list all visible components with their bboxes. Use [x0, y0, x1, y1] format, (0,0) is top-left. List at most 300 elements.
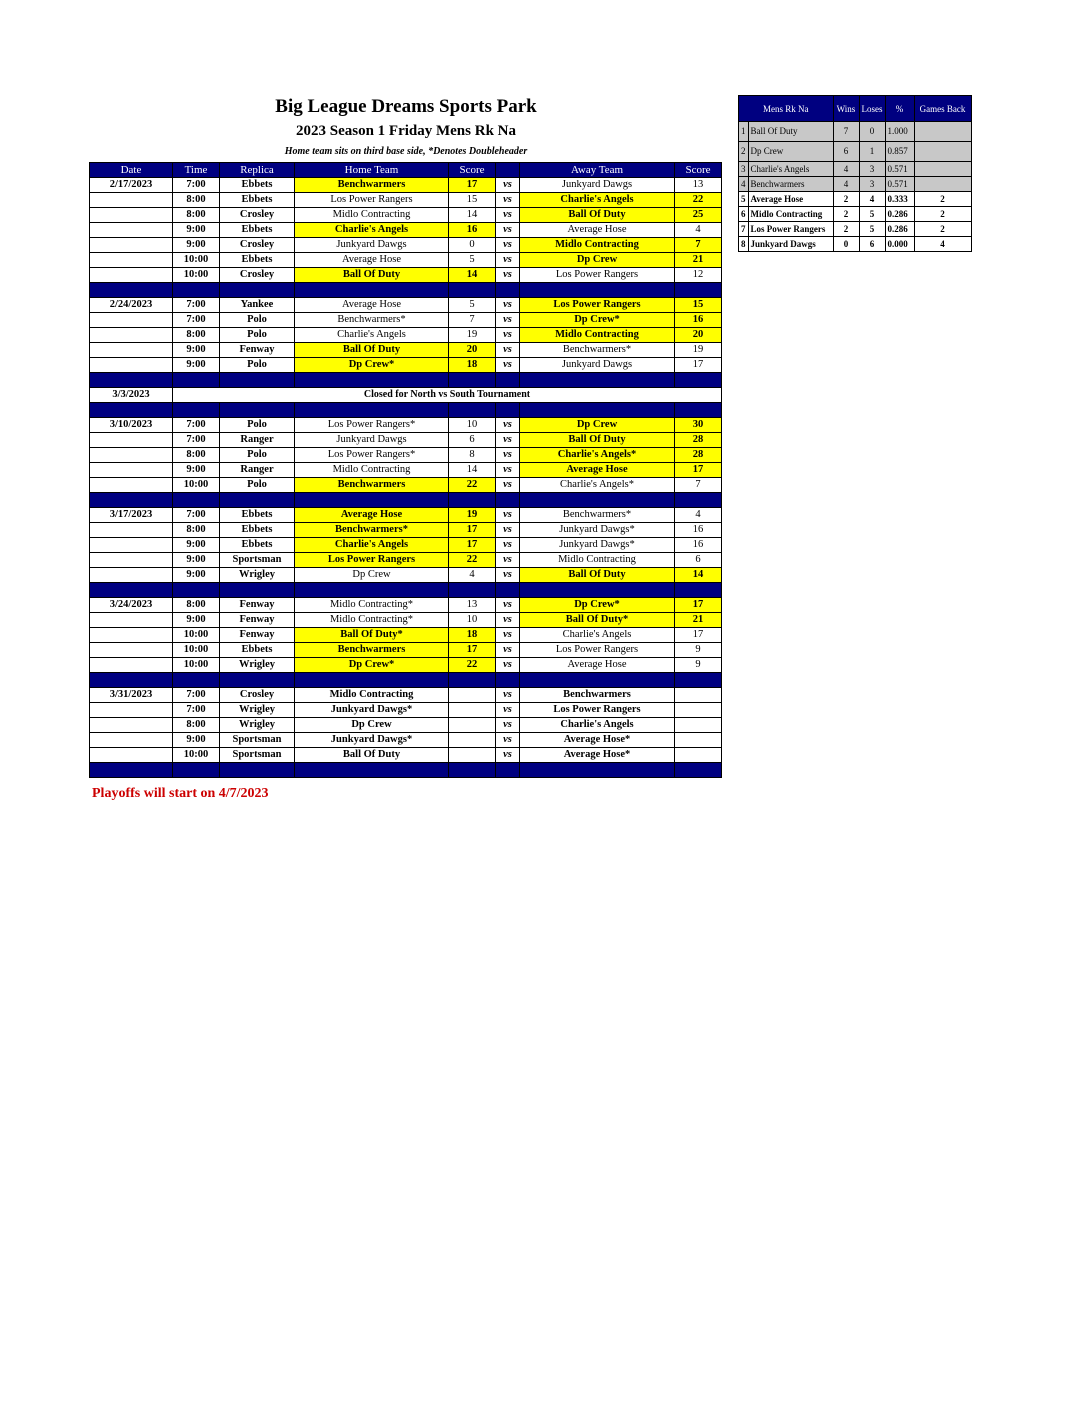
- separator-cell: [449, 283, 496, 298]
- separator-cell: [295, 373, 449, 388]
- vs-cell: vs: [496, 613, 520, 628]
- game-row: [90, 598, 722, 613]
- away-team-cell: Average Hose: [520, 658, 675, 673]
- vs-cell: vs: [496, 223, 520, 238]
- date-cell: [90, 553, 173, 568]
- away-score-cell: 22: [675, 193, 722, 208]
- games-back-cell: [914, 162, 971, 177]
- separator-row: [90, 493, 722, 508]
- vs-cell: vs: [496, 328, 520, 343]
- vs-cell: vs: [496, 208, 520, 223]
- home-team-cell: Benchwarmers*: [295, 313, 449, 328]
- separator-cell: [173, 583, 220, 598]
- time-cell: 8:00: [173, 193, 220, 208]
- date-cell: 3/3/2023: [90, 388, 173, 403]
- rank-cell: 6: [739, 207, 749, 222]
- date-cell: [90, 658, 173, 673]
- separator-cell: [220, 373, 295, 388]
- games-back-cell: 2: [914, 222, 971, 237]
- separator-cell: [675, 763, 722, 778]
- date-cell: [90, 313, 173, 328]
- date-cell: [90, 628, 173, 643]
- away-score-cell: [675, 718, 722, 733]
- rank-cell: 4: [739, 177, 749, 192]
- game-row: [90, 418, 722, 433]
- away-score-cell: [675, 733, 722, 748]
- time-cell: 9:00: [173, 358, 220, 373]
- separator-cell: [90, 493, 173, 508]
- game-row: [90, 478, 722, 493]
- separator-cell: [496, 673, 520, 688]
- time-cell: 9:00: [173, 538, 220, 553]
- page-title: Big League Dreams Sports Park: [275, 96, 537, 117]
- separator-cell: [496, 403, 520, 418]
- pct-cell: 1.000: [885, 122, 914, 142]
- replica-cell: Ebbets: [220, 643, 295, 658]
- pct-cell: 0.571: [885, 177, 914, 192]
- away-score-cell: 7: [675, 478, 722, 493]
- home-team-cell: Benchwarmers: [295, 643, 449, 658]
- team-cell: Charlie's Angels: [748, 162, 833, 177]
- home-score-cell: 6: [449, 433, 496, 448]
- game-row: [90, 298, 722, 313]
- vs-cell: vs: [496, 463, 520, 478]
- wins-cell: 0: [833, 237, 859, 252]
- home-team-cell: Los Power Rangers: [295, 193, 449, 208]
- playoffs-note: Playoffs will start on 4/7/2023: [92, 786, 269, 801]
- replica-cell: Ebbets: [220, 508, 295, 523]
- separator-row: [90, 373, 722, 388]
- game-row: [90, 448, 722, 463]
- replica-cell: Polo: [220, 328, 295, 343]
- time-cell: 9:00: [173, 463, 220, 478]
- date-cell: [90, 268, 173, 283]
- pct-cell: 0.286: [885, 222, 914, 237]
- date-cell: [90, 643, 173, 658]
- away-team-cell: Ball Of Duty: [520, 568, 675, 583]
- home-team-cell: Average Hose: [295, 298, 449, 313]
- away-score-cell: [675, 688, 722, 703]
- date-cell: [90, 538, 173, 553]
- game-row: [90, 358, 722, 373]
- separator-cell: [173, 763, 220, 778]
- replica-cell: Crosley: [220, 208, 295, 223]
- vs-cell: vs: [496, 178, 520, 193]
- time-cell: 9:00: [173, 553, 220, 568]
- away-score-cell: 16: [675, 313, 722, 328]
- home-team-cell: Dp Crew*: [295, 358, 449, 373]
- replica-cell: Yankee: [220, 298, 295, 313]
- away-team-cell: Average Hose*: [520, 733, 675, 748]
- home-team-cell: Junkyard Dawgs: [295, 433, 449, 448]
- date-cell: [90, 748, 173, 763]
- vs-cell: vs: [496, 703, 520, 718]
- game-row: [90, 313, 722, 328]
- home-team-cell: Los Power Rangers*: [295, 448, 449, 463]
- separator-cell: [173, 493, 220, 508]
- replica-cell: Crosley: [220, 688, 295, 703]
- home-team-cell: Benchwarmers: [295, 478, 449, 493]
- away-team-cell: Los Power Rangers: [520, 643, 675, 658]
- loses-cell: 3: [859, 162, 885, 177]
- col-home-score: Score: [449, 163, 496, 178]
- separator-cell: [90, 403, 173, 418]
- team-cell: Ball Of Duty: [748, 122, 833, 142]
- replica-cell: Ebbets: [220, 523, 295, 538]
- schedule-body: [90, 178, 722, 778]
- standings-table: [738, 95, 972, 252]
- home-score-cell: 19: [449, 328, 496, 343]
- replica-cell: Polo: [220, 478, 295, 493]
- games-back-cell: [914, 142, 971, 162]
- separator-row: [90, 583, 722, 598]
- replica-cell: Fenway: [220, 343, 295, 358]
- away-score-cell: [675, 748, 722, 763]
- away-score-cell: [675, 703, 722, 718]
- home-score-cell: 5: [449, 253, 496, 268]
- replica-cell: Polo: [220, 358, 295, 373]
- standings-row: [739, 162, 972, 177]
- away-team-cell: Los Power Rangers: [520, 703, 675, 718]
- time-cell: 8:00: [173, 328, 220, 343]
- rank-cell: 8: [739, 237, 749, 252]
- vs-cell: vs: [496, 418, 520, 433]
- game-row: [90, 643, 722, 658]
- date-cell: [90, 343, 173, 358]
- away-score-cell: 30: [675, 418, 722, 433]
- home-team-cell: Ball Of Duty: [295, 748, 449, 763]
- loses-cell: 5: [859, 207, 885, 222]
- date-cell: [90, 523, 173, 538]
- rank-cell: 1: [739, 122, 749, 142]
- home-team-cell: Junkyard Dawgs: [295, 238, 449, 253]
- away-score-cell: 13: [675, 178, 722, 193]
- away-team-cell: Average Hose: [520, 463, 675, 478]
- separator-cell: [520, 763, 675, 778]
- home-score-cell: 7: [449, 313, 496, 328]
- home-score-cell: 18: [449, 358, 496, 373]
- home-team-cell: Average Hose: [295, 253, 449, 268]
- home-team-cell: Ball Of Duty: [295, 343, 449, 358]
- separator-cell: [675, 583, 722, 598]
- separator-cell: [520, 583, 675, 598]
- separator-cell: [496, 583, 520, 598]
- replica-cell: Sportsman: [220, 553, 295, 568]
- loses-cell: 3: [859, 177, 885, 192]
- home-team-cell: Midlo Contracting*: [295, 613, 449, 628]
- game-row: [90, 193, 722, 208]
- separator-cell: [520, 403, 675, 418]
- pct-cell: 0.333: [885, 192, 914, 207]
- replica-cell: Ebbets: [220, 178, 295, 193]
- vs-cell: vs: [496, 253, 520, 268]
- time-cell: 8:00: [173, 208, 220, 223]
- pct-cell: 0.000: [885, 237, 914, 252]
- away-team-cell: Midlo Contracting: [520, 238, 675, 253]
- standings-col-pct: %: [885, 96, 914, 122]
- away-team-cell: Los Power Rangers: [520, 268, 675, 283]
- loses-cell: 0: [859, 122, 885, 142]
- replica-cell: Sportsman: [220, 748, 295, 763]
- date-cell: [90, 703, 173, 718]
- standings-row: [739, 192, 972, 207]
- replica-cell: Polo: [220, 313, 295, 328]
- separator-cell: [449, 763, 496, 778]
- vs-cell: vs: [496, 598, 520, 613]
- vs-cell: vs: [496, 298, 520, 313]
- away-team-cell: Dp Crew: [520, 418, 675, 433]
- closed-notice: Closed for North vs South Tournament: [173, 388, 722, 403]
- home-score-cell: 22: [449, 478, 496, 493]
- date-cell: [90, 433, 173, 448]
- away-team-cell: Charlie's Angels: [520, 193, 675, 208]
- separator-cell: [496, 373, 520, 388]
- home-score-cell: [449, 703, 496, 718]
- home-score-cell: 0: [449, 238, 496, 253]
- games-back-cell: [914, 177, 971, 192]
- away-team-cell: Charlie's Angels: [520, 628, 675, 643]
- separator-row: [90, 403, 722, 418]
- vs-cell: vs: [496, 268, 520, 283]
- col-replica: Replica: [220, 163, 295, 178]
- time-cell: 10:00: [173, 748, 220, 763]
- home-score-cell: [449, 688, 496, 703]
- home-score-cell: 13: [449, 598, 496, 613]
- replica-cell: Polo: [220, 448, 295, 463]
- games-back-cell: 4: [914, 237, 971, 252]
- vs-cell: vs: [496, 688, 520, 703]
- away-score-cell: 4: [675, 223, 722, 238]
- game-row: [90, 523, 722, 538]
- away-team-cell: Junkyard Dawgs*: [520, 523, 675, 538]
- game-row: [90, 748, 722, 763]
- rank-cell: 2: [739, 142, 749, 162]
- standings-col-division: Mens Rk Na: [739, 96, 834, 122]
- time-cell: 10:00: [173, 628, 220, 643]
- game-row: [90, 328, 722, 343]
- time-cell: 10:00: [173, 268, 220, 283]
- schedule-header-row: [90, 163, 722, 178]
- standings-row: [739, 207, 972, 222]
- home-score-cell: 19: [449, 508, 496, 523]
- rank-cell: 3: [739, 162, 749, 177]
- away-score-cell: 20: [675, 328, 722, 343]
- away-team-cell: Ball Of Duty*: [520, 613, 675, 628]
- replica-cell: Fenway: [220, 598, 295, 613]
- separator-cell: [295, 583, 449, 598]
- separator-row: [90, 763, 722, 778]
- vs-cell: vs: [496, 433, 520, 448]
- away-score-cell: 28: [675, 433, 722, 448]
- home-team-cell: Midlo Contracting: [295, 208, 449, 223]
- home-team-cell: Benchwarmers*: [295, 523, 449, 538]
- away-team-cell: Junkyard Dawgs*: [520, 538, 675, 553]
- home-team-cell: Ball Of Duty: [295, 268, 449, 283]
- separator-cell: [295, 673, 449, 688]
- date-cell: [90, 463, 173, 478]
- home-score-cell: 10: [449, 418, 496, 433]
- game-row: [90, 223, 722, 238]
- date-cell: [90, 238, 173, 253]
- game-row: [90, 268, 722, 283]
- separator-cell: [295, 403, 449, 418]
- away-team-cell: Charlie's Angels*: [520, 478, 675, 493]
- home-score-cell: [449, 733, 496, 748]
- home-team-cell: Ball Of Duty*: [295, 628, 449, 643]
- home-score-cell: 15: [449, 193, 496, 208]
- date-cell: [90, 208, 173, 223]
- standings-row: [739, 142, 972, 162]
- time-cell: 10:00: [173, 253, 220, 268]
- pct-cell: 0.857: [885, 142, 914, 162]
- page-subtitle: 2023 Season 1 Friday Mens Rk Na: [295, 123, 516, 139]
- team-cell: Dp Crew: [748, 142, 833, 162]
- time-cell: 9:00: [173, 223, 220, 238]
- separator-cell: [449, 673, 496, 688]
- vs-cell: vs: [496, 718, 520, 733]
- time-cell: 7:00: [173, 418, 220, 433]
- home-team-cell: Charlie's Angels: [295, 223, 449, 238]
- col-away-score: Score: [675, 163, 722, 178]
- date-cell: [90, 223, 173, 238]
- separator-row: [90, 673, 722, 688]
- standings-col-loses: Loses: [859, 96, 885, 122]
- replica-cell: Wrigley: [220, 718, 295, 733]
- away-team-cell: Midlo Contracting: [520, 328, 675, 343]
- separator-cell: [220, 283, 295, 298]
- games-back-cell: 2: [914, 192, 971, 207]
- pct-cell: 0.571: [885, 162, 914, 177]
- separator-cell: [90, 373, 173, 388]
- col-vs: [496, 163, 520, 178]
- home-score-cell: 17: [449, 523, 496, 538]
- date-cell: 3/17/2023: [90, 508, 173, 523]
- separator-cell: [220, 493, 295, 508]
- home-team-cell: Charlie's Angels: [295, 328, 449, 343]
- game-row: [90, 733, 722, 748]
- away-score-cell: 17: [675, 628, 722, 643]
- separator-cell: [496, 493, 520, 508]
- home-score-cell: 10: [449, 613, 496, 628]
- home-score-cell: 16: [449, 223, 496, 238]
- time-cell: 10:00: [173, 658, 220, 673]
- game-row: [90, 538, 722, 553]
- standings-header-row: [739, 96, 972, 122]
- time-cell: 8:00: [173, 718, 220, 733]
- team-cell: Junkyard Dawgs: [748, 237, 833, 252]
- vs-cell: vs: [496, 508, 520, 523]
- team-cell: Average Hose: [748, 192, 833, 207]
- away-score-cell: 16: [675, 523, 722, 538]
- date-cell: 2/24/2023: [90, 298, 173, 313]
- separator-cell: [675, 403, 722, 418]
- replica-cell: Wrigley: [220, 703, 295, 718]
- home-score-cell: 8: [449, 448, 496, 463]
- vs-cell: vs: [496, 748, 520, 763]
- away-score-cell: 21: [675, 613, 722, 628]
- home-score-cell: 20: [449, 343, 496, 358]
- replica-cell: Ebbets: [220, 538, 295, 553]
- away-team-cell: Average Hose: [520, 223, 675, 238]
- away-score-cell: 21: [675, 253, 722, 268]
- separator-cell: [520, 493, 675, 508]
- away-team-cell: Benchwarmers*: [520, 343, 675, 358]
- separator-cell: [173, 673, 220, 688]
- date-cell: [90, 358, 173, 373]
- away-team-cell: Ball Of Duty: [520, 433, 675, 448]
- game-row: [90, 718, 722, 733]
- date-cell: 3/31/2023: [90, 688, 173, 703]
- standings-row: [739, 122, 972, 142]
- wins-cell: 4: [833, 177, 859, 192]
- vs-cell: vs: [496, 358, 520, 373]
- away-score-cell: 7: [675, 238, 722, 253]
- time-cell: 10:00: [173, 478, 220, 493]
- vs-cell: vs: [496, 658, 520, 673]
- date-cell: [90, 613, 173, 628]
- separator-cell: [496, 283, 520, 298]
- vs-cell: vs: [496, 628, 520, 643]
- home-score-cell: 17: [449, 643, 496, 658]
- col-home-team: Home Team: [295, 163, 449, 178]
- wins-cell: 6: [833, 142, 859, 162]
- home-score-cell: 18: [449, 628, 496, 643]
- time-cell: 8:00: [173, 448, 220, 463]
- date-cell: [90, 193, 173, 208]
- away-score-cell: 19: [675, 343, 722, 358]
- loses-cell: 6: [859, 237, 885, 252]
- home-score-cell: 17: [449, 178, 496, 193]
- game-row: [90, 628, 722, 643]
- date-cell: [90, 733, 173, 748]
- home-team-cell: Charlie's Angels: [295, 538, 449, 553]
- date-cell: [90, 448, 173, 463]
- games-back-cell: [914, 122, 971, 142]
- standings-row: [739, 222, 972, 237]
- game-row: [90, 253, 722, 268]
- away-team-cell: Dp Crew*: [520, 313, 675, 328]
- wins-cell: 2: [833, 222, 859, 237]
- time-cell: 7:00: [173, 298, 220, 313]
- away-score-cell: 6: [675, 553, 722, 568]
- time-cell: 7:00: [173, 703, 220, 718]
- time-cell: 7:00: [173, 178, 220, 193]
- vs-cell: vs: [496, 448, 520, 463]
- separator-cell: [295, 283, 449, 298]
- home-team-cell: Junkyard Dawgs*: [295, 703, 449, 718]
- col-date: Date: [90, 163, 173, 178]
- game-row: [90, 238, 722, 253]
- closed-row: [90, 388, 722, 403]
- col-time: Time: [173, 163, 220, 178]
- replica-cell: Ranger: [220, 433, 295, 448]
- loses-cell: 1: [859, 142, 885, 162]
- vs-cell: vs: [496, 643, 520, 658]
- replica-cell: Sportsman: [220, 733, 295, 748]
- game-row: [90, 433, 722, 448]
- separator-cell: [496, 763, 520, 778]
- away-score-cell: 15: [675, 298, 722, 313]
- separator-cell: [675, 493, 722, 508]
- col-away-team: Away Team: [520, 163, 675, 178]
- date-cell: 2/17/2023: [90, 178, 173, 193]
- vs-cell: vs: [496, 313, 520, 328]
- separator-cell: [90, 673, 173, 688]
- time-cell: 7:00: [173, 688, 220, 703]
- separator-cell: [173, 403, 220, 418]
- home-team-cell: Dp Crew*: [295, 658, 449, 673]
- date-cell: [90, 328, 173, 343]
